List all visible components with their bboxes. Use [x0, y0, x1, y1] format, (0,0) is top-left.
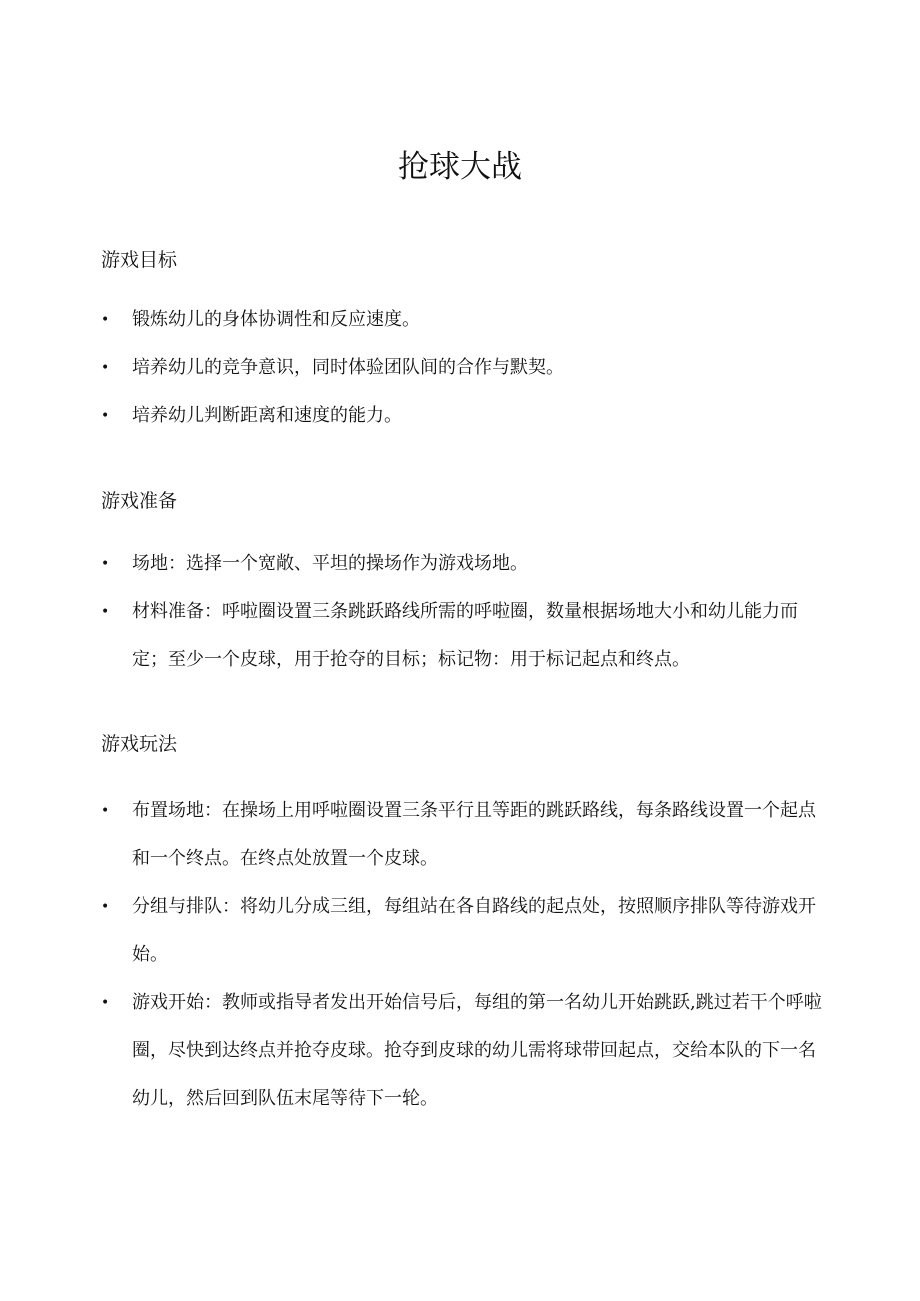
- list-item: [101, 392, 822, 440]
- gameplay-list: [101, 787, 841, 1123]
- list-item: [101, 344, 822, 392]
- list-item: [101, 296, 822, 344]
- bullet-icon: •: [101, 312, 110, 328]
- bullet-icon: •: [101, 899, 110, 915]
- list-item-text: 布置场地：在操场上用呼啦圈设置三条平行且等距的跳跃路线，每条路线设置一个起点和一个终点。在终点处放置一个皮球。: [132, 800, 816, 869]
- bullet-icon: •: [101, 408, 110, 424]
- bullet-icon: •: [101, 803, 110, 819]
- bullet-icon: •: [101, 995, 110, 1011]
- list-item: [101, 588, 822, 684]
- list-item: [101, 787, 822, 883]
- list-item: [101, 979, 822, 1123]
- list-item-text: 游戏开始：教师或指导者发出开始信号后，每组的第一名幼儿开始跳跃,跳过若干个呼啦圈，尽快到达终点并抢夺皮球。抢夺到皮球的幼儿需将球带回起点，交给本队的下一名幼儿，然后回到队伍末尾等待下一轮。: [132, 992, 822, 1109]
- list-item-text: 培养幼儿判断距离和速度的能力。: [132, 405, 402, 426]
- list-item-text: 材料准备：呼啦圈设置三条跳跃路线所需的呼啦圈，数量根据场地大小和幼儿能力而定；至少一个皮球，用于抢夺的目标；标记物：用于标记起点和终点。: [132, 601, 798, 670]
- section-heading-preparation: 游戏准备: [101, 490, 178, 512]
- bullet-icon: •: [101, 360, 110, 376]
- list-item-text: 培养幼儿的竞争意识，同时体验团队间的合作与默契。: [132, 357, 564, 378]
- section-gameplay: [101, 731, 841, 1123]
- section-goals: [101, 247, 841, 440]
- section-preparation: [101, 488, 841, 684]
- goals-list: [101, 296, 841, 440]
- list-item-text: 场地：选择一个宽敞、平坦的操场作为游戏场地。: [132, 553, 528, 574]
- list-item: [101, 883, 822, 979]
- bullet-icon: •: [101, 556, 110, 572]
- list-item-text: 分组与排队：将幼儿分成三组，每组站在各自路线的起点处，按照顺序排队等待游戏开始。: [132, 896, 816, 965]
- bullet-icon: •: [101, 604, 110, 620]
- preparation-list: [101, 540, 841, 684]
- section-heading-gameplay: 游戏玩法: [101, 733, 178, 755]
- list-item-text: 锻炼幼儿的身体协调性和反应速度。: [132, 309, 420, 330]
- list-item: [101, 540, 822, 588]
- section-heading-goals: 游戏目标: [101, 249, 178, 271]
- document-title: 抢球大战: [398, 149, 522, 185]
